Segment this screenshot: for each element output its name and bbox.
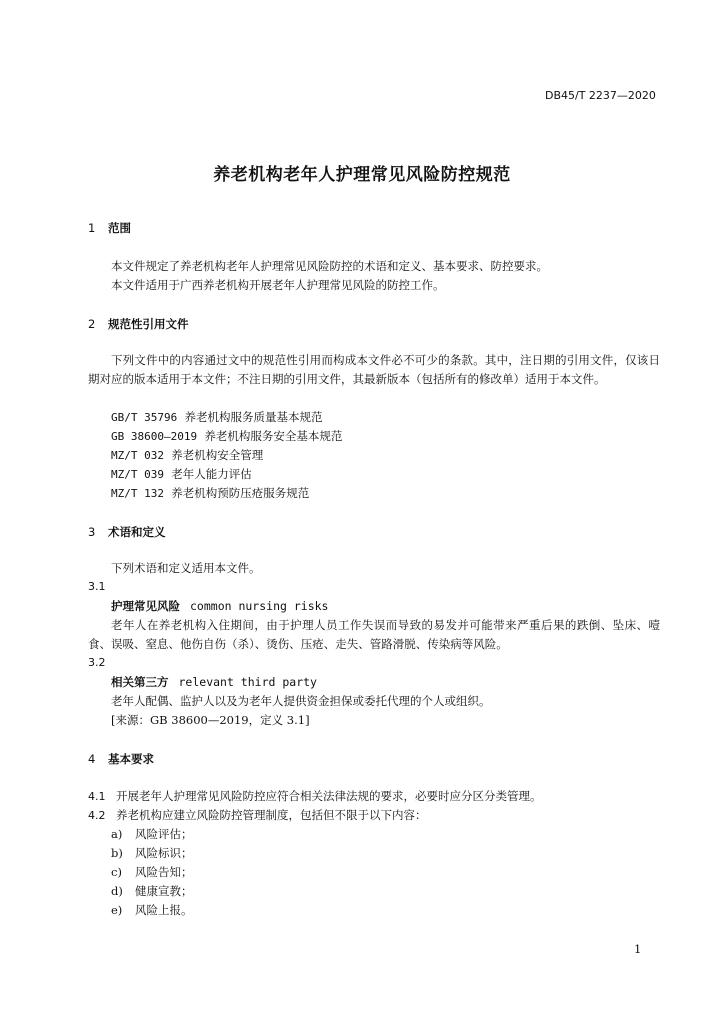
term-zh: 护理常见风险 bbox=[111, 599, 180, 613]
term-number: 3.1 bbox=[88, 580, 106, 593]
list-item bbox=[111, 825, 193, 844]
list-marker: c) bbox=[111, 865, 122, 879]
reference-code: GB/T 35796 bbox=[111, 411, 178, 424]
clause-number: 4.2 bbox=[88, 809, 106, 822]
reference-name: 养老机构服务质量基本规范 bbox=[184, 410, 323, 424]
list-marker: a) bbox=[111, 827, 123, 841]
reference-item bbox=[111, 465, 252, 484]
term-en: common nursing risks bbox=[190, 599, 329, 613]
list-marker: e) bbox=[111, 903, 123, 917]
reference-code: MZ/T 132 bbox=[111, 487, 164, 500]
clause bbox=[88, 787, 542, 806]
clause-text: 养老机构应建立风险防控管理制度，包括但不限于以下内容： bbox=[116, 808, 427, 822]
reference-name: 养老机构服务安全基本规范 bbox=[204, 429, 343, 443]
section-number: 3 bbox=[88, 525, 96, 539]
list-item bbox=[111, 844, 193, 863]
terms-intro: 下列术语和定义适用本文件。 bbox=[111, 561, 261, 575]
scope-paragraph-1: 本文件规定了养老机构老年人护理常见风险防控的术语和定义、基本要求、防控要求。 bbox=[111, 259, 548, 273]
reference-item bbox=[111, 408, 323, 427]
page-number: 1 bbox=[634, 942, 642, 956]
list-item bbox=[111, 863, 193, 882]
reference-item bbox=[111, 484, 309, 503]
reference-name: 养老机构安全管理 bbox=[171, 448, 264, 462]
section-3-heading bbox=[88, 524, 166, 540]
clause-text: 开展老年人护理常见风险防控应符合相关法律法规的要求，必要时应分区分类管理。 bbox=[116, 789, 542, 803]
list-text: 风险告知； bbox=[135, 865, 193, 879]
list-text: 风险标识； bbox=[135, 846, 193, 860]
section-title: 术语和定义 bbox=[108, 525, 166, 539]
reference-code: MZ/T 039 bbox=[111, 468, 164, 481]
list-marker: d) bbox=[111, 884, 123, 898]
section-4-heading bbox=[88, 751, 154, 767]
reference-code: GB 38600—2019 bbox=[111, 430, 198, 443]
list-text: 风险上报。 bbox=[135, 903, 193, 917]
reference-item bbox=[111, 446, 263, 465]
reference-item bbox=[111, 427, 342, 446]
term-heading bbox=[111, 674, 317, 690]
section-title: 规范性引用文件 bbox=[108, 317, 189, 331]
section-title: 范围 bbox=[108, 221, 131, 235]
term-heading bbox=[111, 598, 328, 614]
scope-paragraph-2: 本文件适用于广西养老机构开展老年人护理常见风险的防控工作。 bbox=[111, 278, 445, 292]
reference-name: 老年人能力评估 bbox=[171, 467, 252, 481]
section-number: 2 bbox=[88, 317, 96, 331]
list-item bbox=[111, 901, 193, 920]
term-zh: 相关第三方 bbox=[111, 675, 169, 689]
term-en: relevant third party bbox=[178, 675, 317, 689]
list-marker: b) bbox=[111, 846, 123, 860]
clause bbox=[88, 806, 427, 825]
term-definition: 老年人配偶、监护人以及为老年人提供资金担保或委托代理的个人或组织。 bbox=[111, 694, 491, 708]
list-item bbox=[111, 882, 193, 901]
reference-code: MZ/T 032 bbox=[111, 449, 164, 462]
standard-code: DB45/T 2237—2020 bbox=[545, 89, 656, 102]
section-number: 4 bbox=[88, 752, 96, 766]
section-1-heading bbox=[88, 220, 131, 236]
reference-name: 养老机构预防压疮服务规范 bbox=[171, 486, 310, 500]
section-title: 基本要求 bbox=[108, 752, 154, 766]
section-2-heading bbox=[88, 316, 189, 332]
section-number: 1 bbox=[88, 221, 96, 235]
clause-number: 4.1 bbox=[88, 790, 106, 803]
list-text: 健康宣教； bbox=[135, 884, 193, 898]
normative-references-intro: 下列文件中的内容通过文中的规范性引用而构成本文件必不可少的条款。其中，注日期的引用文件，仅该日期对应的版本适用于本文件；不注日期的引用文件，其最新版本（包括所有的修改单）适用于本文件。 bbox=[88, 353, 660, 386]
list-text: 风险评估； bbox=[135, 827, 193, 841]
term-number: 3.2 bbox=[88, 656, 106, 669]
term-definition: 老年人在养老机构入住期间，由于护理人员工作失误而导致的易发并可能带来严重后果的跌倒、坠床、噎食、误吸、窒息、他伤自伤（杀）、烫伤、压疮、走失、管路滑脱、传染病等风险。 bbox=[88, 618, 660, 651]
document-title: 养老机构老年人护理常见风险防控规范 bbox=[213, 165, 511, 185]
term-source: [来源：GB 38600—2019，定义 3.1] bbox=[111, 713, 310, 727]
